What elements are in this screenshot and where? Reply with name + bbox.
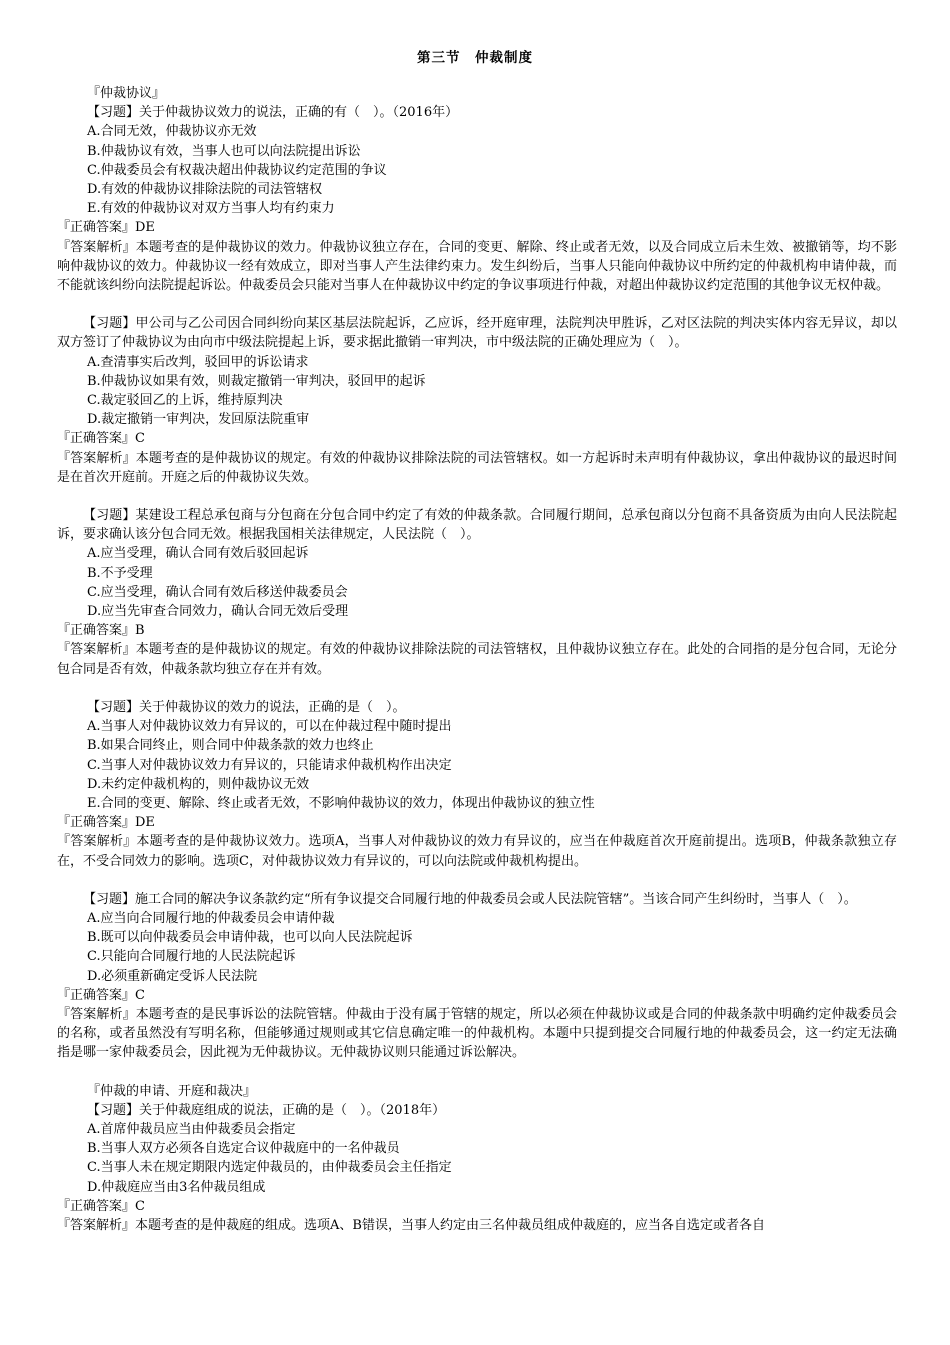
question-block xyxy=(57,698,897,871)
correct-answer: 『正确答案』DE xyxy=(57,220,155,236)
option-item: D.有效的仲裁协议排除法院的司法管辖权 xyxy=(87,182,323,198)
option-item: A.查清事实后改判，驳回甲的诉讼请求 xyxy=(87,354,309,370)
option-item: D.仲裁庭应当由3名仲裁员组成 xyxy=(87,1179,266,1195)
option-item: A.合同无效，仲裁协议亦无效 xyxy=(87,124,257,140)
option-item: E.合同的变更、解除、终止或者无效，不影响仲裁协议的效力，体现出仲裁协议的独立性 xyxy=(87,795,595,811)
option-item: A.当事人对仲裁协议效力有异议的，可以在仲裁过程中随时提出 xyxy=(87,719,452,735)
document-body xyxy=(57,84,897,1235)
question-stem: 【习题】关于仲裁庭组成的说法，正确的是（ ）。（2018年） xyxy=(87,1102,446,1118)
question-block xyxy=(57,890,897,1063)
answer-analysis: 『答案解析』本题考查的是仲裁协议的效力。仲裁协议独立存在，合同的变更、解除、终止或者无效，以及合同成立后未生效、被撤销等，均不影响仲裁协议的效力。仲裁协议一经有效成立，即对当事人产生法律约束力。发生纠纷后，当事人只能向仲裁协议中所约定的仲裁机构申请仲裁，而不能就该纠纷向法院提起诉讼。仲裁委员会只能对当事人在仲裁协议中约定的争议事项进行仲裁，对超出仲裁协议约定范围的其他争议无权仲裁。 xyxy=(57,239,897,294)
option-item: B.如果合同终止，则合同中仲裁条款的效力也终止 xyxy=(87,738,374,754)
section-heading: 『仲裁的申请、开庭和裁决』 xyxy=(87,1083,257,1099)
option-item: A.首席仲裁员应当由仲裁委员会指定 xyxy=(87,1121,296,1137)
option-item: C.仲裁委员会有权裁决超出仲裁协议约定范围的争议 xyxy=(87,162,387,178)
option-item: D.裁定撤销一审判决，发回原法院重审 xyxy=(87,412,310,428)
correct-answer: 『正确答案』DE xyxy=(57,815,155,831)
option-item: C.只能向合同履行地的人民法院起诉 xyxy=(87,949,296,965)
option-item: C.应当受理，确认合同有效后移送仲裁委员会 xyxy=(87,584,348,600)
question-stem: 【习题】甲公司与乙公司因合同纠纷向某区基层法院起诉，乙应诉，经开庭审理，法院判决甲胜诉，乙对区法院的判决实体内容无异议，却以双方签订了仲裁协议为由向市中级法院提起上诉，要求据此撤销一审判决，市中级法院的正确处理应为（ ）。 xyxy=(57,316,897,351)
option-item: B.当事人双方必须各自选定合议仲裁庭中的一名仲裁员 xyxy=(87,1141,400,1157)
option-item: B.仲裁协议有效，当事人也可以向法院提出诉讼 xyxy=(87,143,361,159)
option-item: A.应当受理，确认合同有效后驳回起诉 xyxy=(87,546,309,562)
question-block xyxy=(57,506,897,679)
answer-analysis: 『答案解析』本题考查的是仲裁庭的组成。选项A、B错误，当事人约定由三名仲裁员组成仲裁庭的，应当各自选定或者各自 xyxy=(57,1217,765,1233)
question-stem: 【习题】关于仲裁协议的效力的说法，正确的是（ ）。 xyxy=(87,699,406,715)
option-item: B.既可以向仲裁委员会申请仲裁，也可以向人民法院起诉 xyxy=(87,930,413,946)
correct-answer: 『正确答案』B xyxy=(57,623,145,639)
option-item: B.仲裁协议如果有效，则裁定撤销一审判决，驳回甲的起诉 xyxy=(87,373,426,389)
option-item: D.必须重新确定受诉人民法院 xyxy=(87,968,258,984)
option-item: C.当事人未在规定期限内选定仲裁员的，由仲裁委员会主任指定 xyxy=(87,1160,452,1176)
option-item: A.应当向合同履行地的仲裁委员会申请仲裁 xyxy=(87,910,335,926)
question-stem: 【习题】施工合同的解决争议条款约定“所有争议提交合同履行地的仲裁委员会或人民法院管辖”。当该合同产生纠纷时，当事人（ ）。 xyxy=(83,891,857,907)
correct-answer: 『正确答案』C xyxy=(57,987,145,1003)
option-item: D.应当先审查合同效力，确认合同无效后受理 xyxy=(87,604,349,620)
question-stem: 【习题】关于仲裁协议效力的说法，正确的有（ ）。（2016年） xyxy=(87,105,459,121)
answer-analysis: 『答案解析』本题考查的是仲裁协议的规定。有效的仲裁协议排除法院的司法管辖权。如一方起诉时未声明有仲裁协议，拿出仲裁协议的最迟时间是在首次开庭前。开庭之后的仲裁协议失效。 xyxy=(57,450,897,485)
option-item: B.不予受理 xyxy=(87,565,153,581)
option-item: C.当事人对仲裁协议效力有异议的，只能请求仲裁机构作出决定 xyxy=(87,757,452,773)
question-block xyxy=(57,314,897,487)
question-block xyxy=(57,1101,897,1235)
option-item: C.裁定驳回乙的上诉，维持原判决 xyxy=(87,393,283,409)
question-block xyxy=(57,103,897,295)
option-item: E.有效的仲裁协议对双方当事人均有约束力 xyxy=(87,201,335,217)
option-item: D.未约定仲裁机构的，则仲裁协议无效 xyxy=(87,776,310,792)
correct-answer: 『正确答案』C xyxy=(57,431,145,447)
section-heading: 『仲裁协议』 xyxy=(87,86,166,101)
correct-answer: 『正确答案』C xyxy=(57,1198,145,1214)
answer-analysis: 『答案解析』本题考查的是仲裁协议效力。选项A，当事人对仲裁协议的效力有异议的，应当在仲裁庭首次开庭前提出。选项B，仲裁条款独立存在，不受合同效力的影响。选项C，对仲裁协议效力有异议的，可以向法院或仲裁机构提出。 xyxy=(57,834,897,869)
page-title: 第三节 仲裁制度 xyxy=(417,50,533,66)
answer-analysis: 『答案解析』本题考查的是仲裁协议的规定。有效的仲裁协议排除法院的司法管辖权，且仲裁协议独立存在。此处的合同指的是分包合同，无论分包合同是否有效，仲裁条款均独立存在并有效。 xyxy=(57,642,897,677)
answer-analysis: 『答案解析』本题考查的是民事诉讼的法院管辖。仲裁由于没有属于管辖的规定，所以必须在仲裁协议或是合同的仲裁条款中明确约定仲裁委员会的名称，或者虽然没有写明名称，但能够通过规则或其它信息确定唯一的仲裁机构。本题中只提到提交合同履行地的仲裁委员会，这一约定无法确指是哪一家仲裁委员会，因此视为无仲裁协议。无仲裁协议则只能通过诉讼解决。 xyxy=(57,1006,897,1061)
question-stem: 【习题】某建设工程总承包商与分包商在分包合同中约定了有效的仲裁条款。合同履行期间，总承包商以分包商不具备资质为由向人民法院起诉，要求确认该分包合同无效。根据我国相关法律规定，人民法院（ ）。 xyxy=(57,508,897,543)
